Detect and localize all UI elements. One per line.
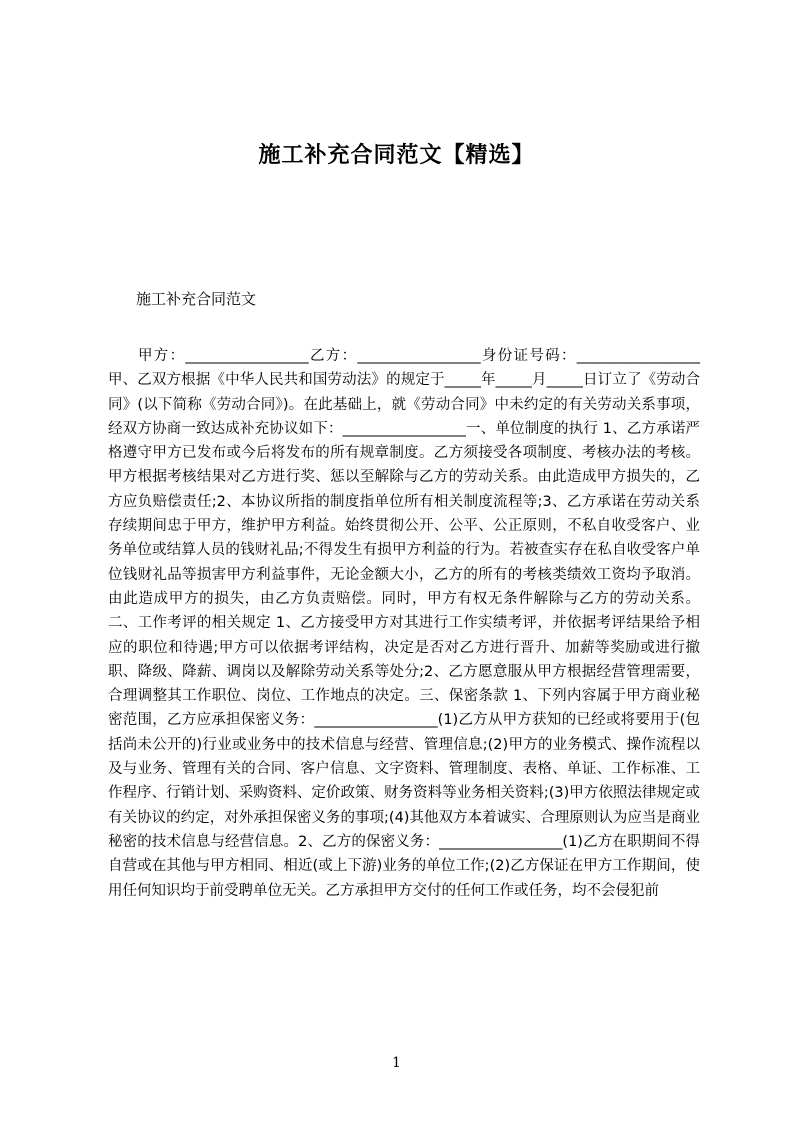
- document-body: 甲方：_________________乙方：_________________身份证号码：_________________甲、乙双方根据《中华人民共和国劳动法》的规定于_____年_____月_____日订立了《劳动合同》(以下简称《劳动合同》)。在此基础上，就《劳动合同》中未约定的有关劳动关系事项，经双方协商一致达成补充协议如下：_________________一、单位制度的执行 1、乙方承诺严格遵守甲方已发布或今后将发布的所有规章制度。乙方须接受各项制度、考核办法的考核。甲方根据考核结果对乙方进行奖、惩以至解除与乙方的劳动关系。由此造成甲方损失的，乙方应负赔偿责任;2、本协议所指的制度指单位所有相关制度流程等;3、乙方承诺在劳动关系存续期间忠于甲方，维护甲方利益。始终贯彻公开、公平、公正原则，不私自收受客户、业务单位或结算人员的钱财礼品;不得发生有损甲方利益的行为。若被查实存在私自收受客户单位钱财礼品等损害甲方利益事件，无论金额大小，乙方的所有的考核类绩效工资均予取消。由此造成甲方的损失，由乙方负责赔偿。同时，甲方有权无条件解除与乙方的劳动关系。二、工作考评的相关规定 1、乙方接受甲方对其进行工作实绩考评，并依据考评结果给予相应的职位和待遇;甲方可以依据考评结构，决定是否对乙方进行晋升、加薪等奖励或进行撤职、降级、降薪、调岗以及解除劳动关系等处分;2、乙方愿意服从甲方根据经营管理需要，合理调整其工作职位、岗位、工作地点的决定。三、保密条款 1、下列内容属于甲方商业秘密范围，乙方应承担保密义务：_________________(1)乙方从甲方获知的已经或将要用于(包括尚未公开的)行业或业务中的技术信息与经营、管理信息;(2)甲方的业务模式、操作流程以及与业务、管理有关的合同、客户信息、文字资料、管理制度、表格、单证、工作标准、工作程序、行销计划、采购资料、定价政策、财务资料等业务相关资料;(3)甲方依照法律规定或有关协议的约定，对外承担保密义务的事项;(4)其他双方本着诚实、合理原则认为应当是商业秘密的技术信息与经营信息。2、乙方的保密义务：_________________(1)乙方在职期间不得自营或在其他与甲方相同、相近(或上下游)业务的单位工作;(2)乙方保证在甲方工作期间，使用任何知识均于前受聘单位无关。乙方承担甲方交付的任何工作或任务，均不会侵犯前: [108, 348, 700, 899]
- page-number: 1: [392, 1055, 401, 1071]
- document-subtitle: 施工补充合同范文: [136, 290, 257, 308]
- document-title: 施工补充合同范文【精选】: [258, 143, 535, 168]
